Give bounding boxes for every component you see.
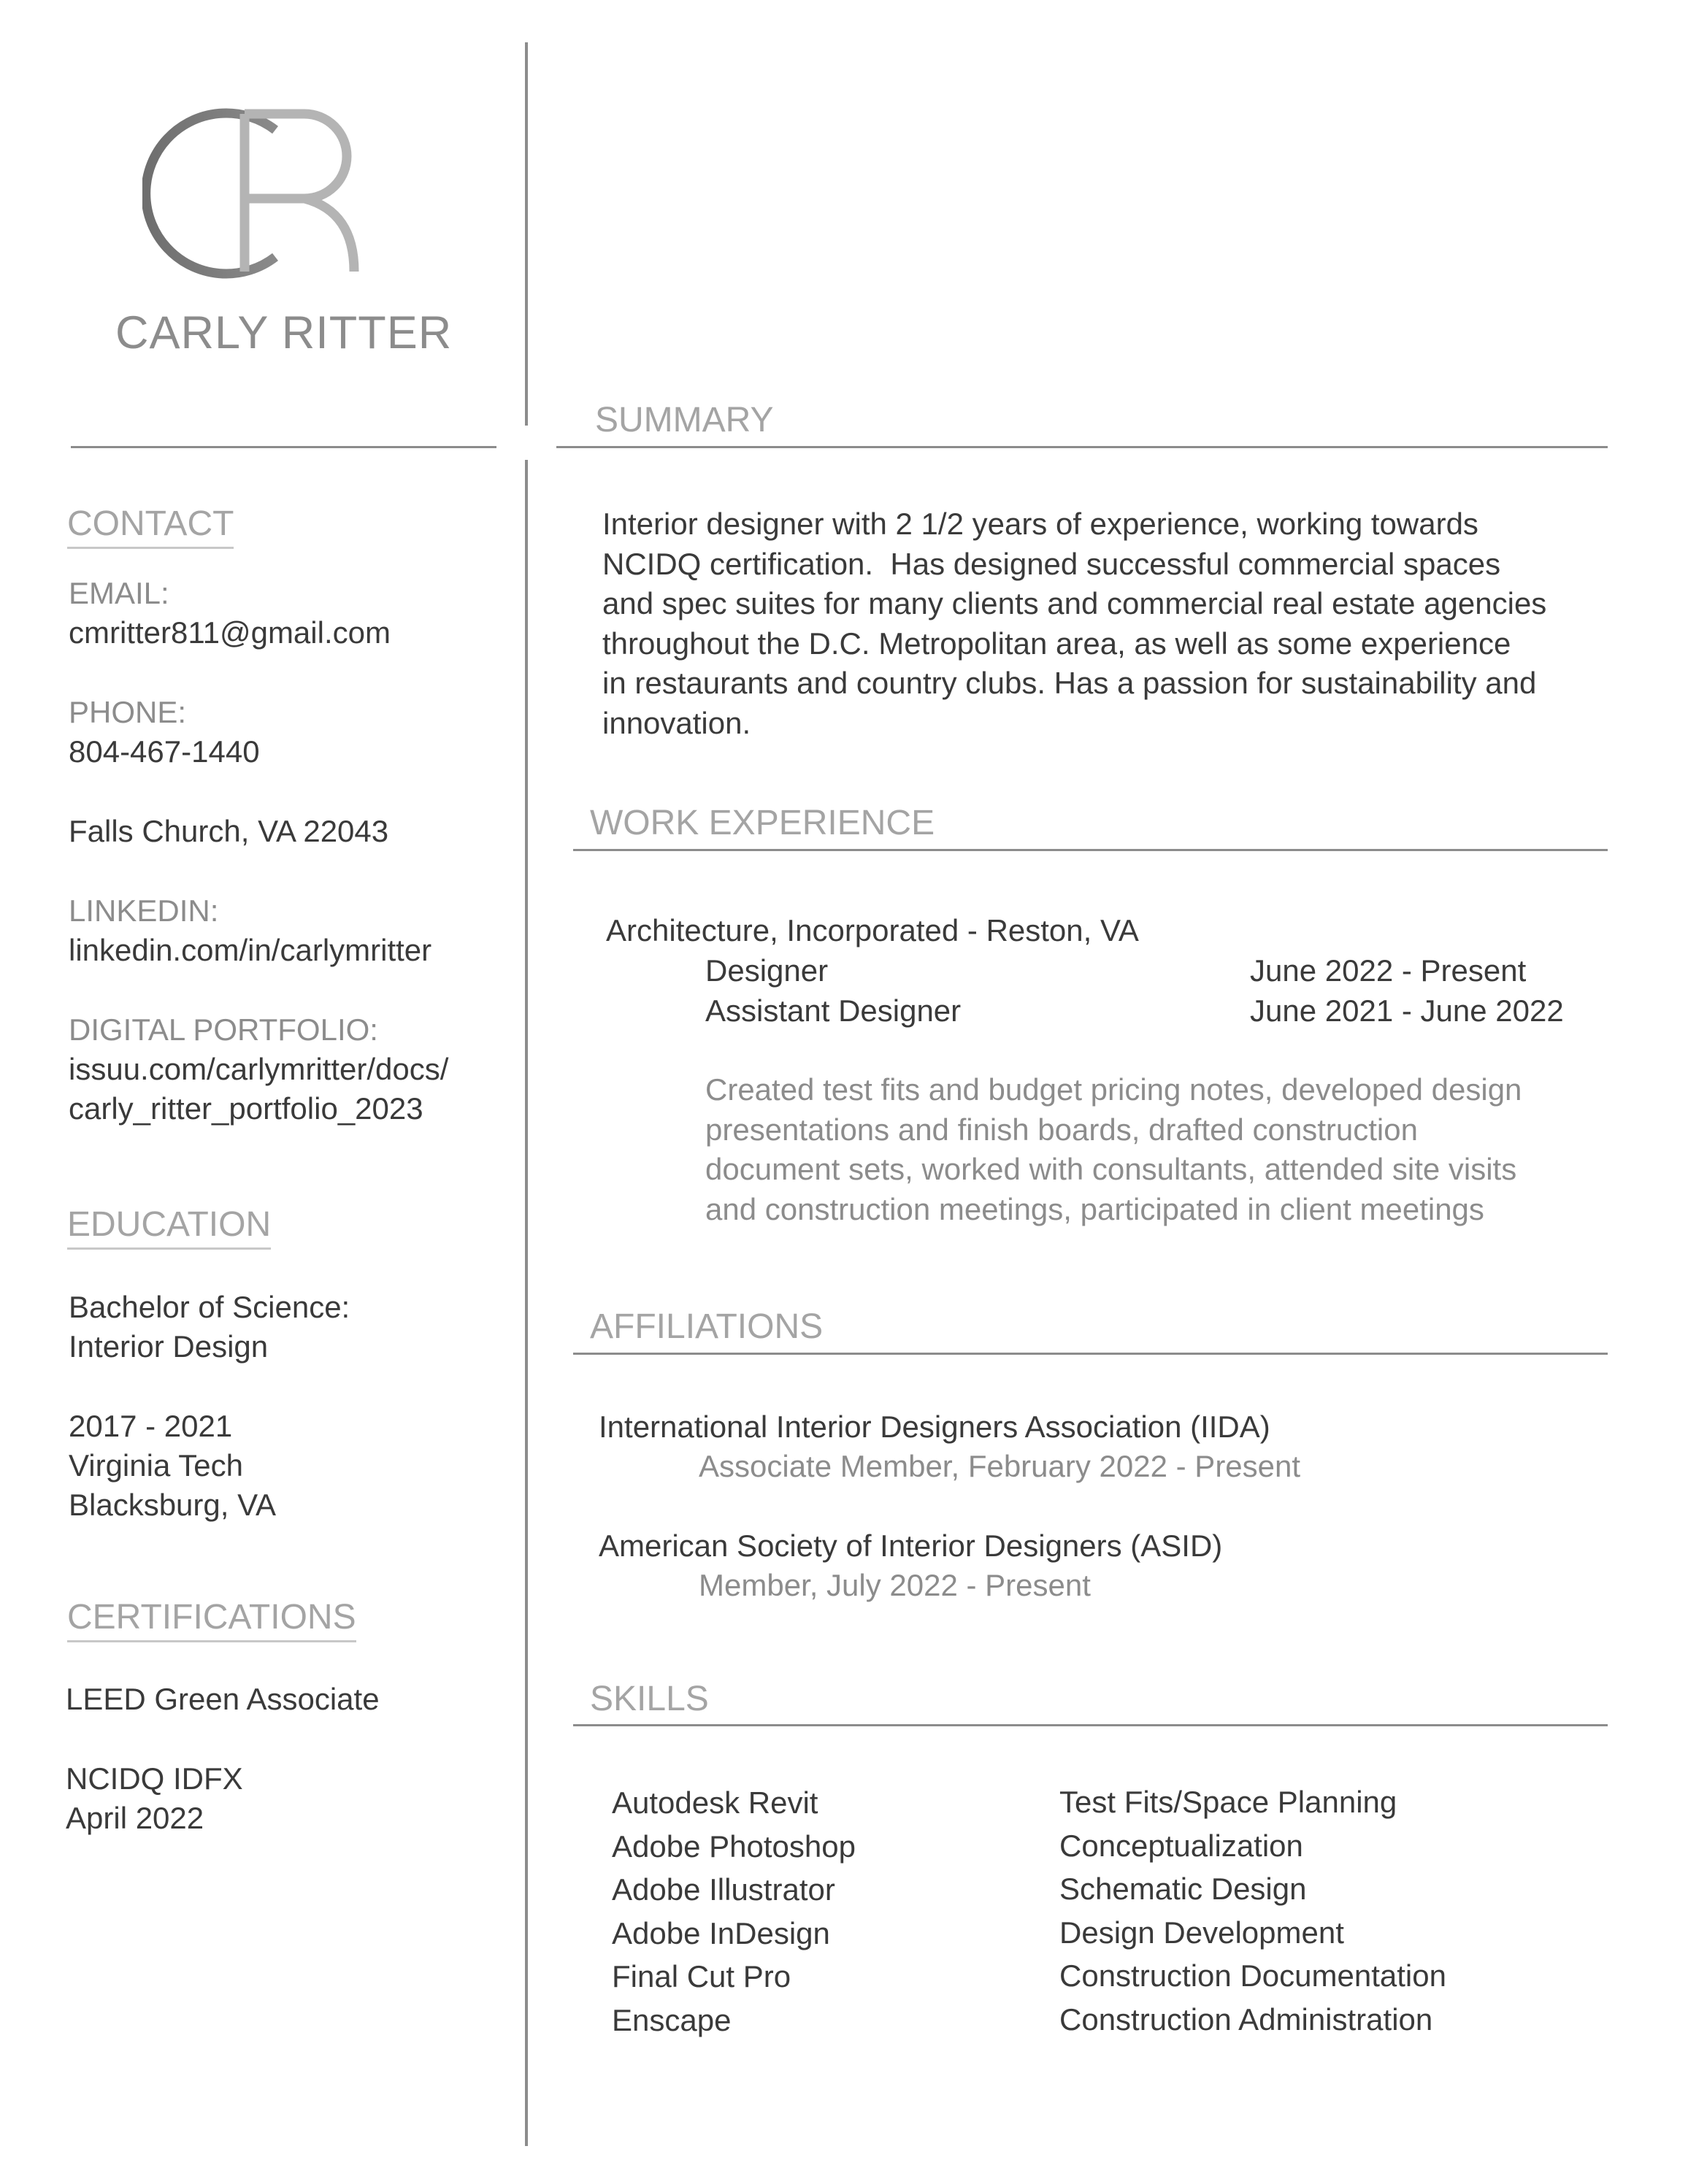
contact-heading: CONTACT [67, 504, 234, 549]
work-description-line: Created test fits and budget pricing notes, developed design [705, 1072, 1522, 1107]
summary-line: in restaurants and country clubs. Has a passion for sustainability and [602, 666, 1537, 700]
phone-label: PHONE: [69, 695, 187, 729]
summary-line: and spec suites for many clients and commercial real estate agencies [602, 586, 1547, 620]
skill-item: Adobe Illustrator [612, 1872, 835, 1907]
portfolio-link-line2[interactable]: carly_ritter_portfolio_2023 [69, 1091, 423, 1126]
column-divider [525, 460, 528, 2146]
skill-item: Adobe InDesign [612, 1915, 830, 1950]
phone-value[interactable]: 804-467-1440 [69, 734, 260, 769]
cert-leed: LEED Green Associate [66, 1682, 380, 1716]
summary-line: Interior designer with 2 1/2 years of experience, working towards [602, 507, 1478, 541]
work-description-line: presentations and finish boards, drafted construction [705, 1112, 1418, 1147]
work-rule [573, 849, 1608, 851]
summary-heading: SUMMARY [595, 401, 774, 439]
education-school: Virginia Tech [69, 1448, 243, 1483]
skills-column-2 [1059, 1780, 1446, 2041]
skill-item: Schematic Design [1059, 1872, 1307, 1906]
role-dates: June 2021 - June 2022 [1250, 993, 1564, 1028]
candidate-name: CARLY RITTER [115, 307, 453, 358]
affiliation-role: Associate Member, February 2022 - Present [699, 1449, 1301, 1483]
work-description-line: document sets, worked with consultants, attended site visits [705, 1152, 1517, 1186]
skills-column-1 [612, 1781, 856, 2042]
skill-item: Test Fits/Space Planning [1059, 1785, 1397, 1819]
skill-item: Adobe Photoshop [612, 1829, 856, 1864]
role-title: Designer [705, 953, 829, 988]
work-company: Architecture, Incorporated - Reston, VA [606, 913, 1139, 947]
summary-text [602, 504, 1546, 743]
skill-item: Autodesk Revit [612, 1785, 818, 1820]
skills-heading: SKILLS [590, 1680, 709, 1718]
affiliation-org: International Interior Designers Association (IIDA) [599, 1410, 1270, 1444]
degree-line1: Bachelor of Science: [69, 1290, 350, 1324]
education-city: Blacksburg, VA [69, 1488, 277, 1522]
skill-item: Conceptualization [1059, 1828, 1303, 1863]
portfolio-link-line1[interactable]: issuu.com/carlymritter/docs/ [69, 1052, 449, 1086]
affiliations-heading: AFFILIATIONS [590, 1307, 824, 1346]
cert-ncidq: NCIDQ IDFX [66, 1761, 243, 1796]
summary-line: NCIDQ certification. Has designed successful commercial spaces [602, 546, 1501, 581]
linkedin-link[interactable]: linkedin.com/in/carlymritter [69, 933, 432, 967]
skill-item: Final Cut Pro [612, 1959, 791, 1993]
certifications-heading: CERTIFICATIONS [67, 1597, 356, 1642]
skill-item: Construction Documentation [1059, 1958, 1446, 1993]
cert-ncidq-date: April 2022 [66, 1801, 204, 1835]
sidebar-header-rule [71, 446, 496, 448]
summary-rule [556, 446, 1608, 448]
work-description-line: and construction meetings, participated in client meetings [705, 1191, 1484, 1226]
column-divider-top [525, 42, 528, 426]
role-title: Assistant Designer [705, 993, 962, 1028]
email-label: EMAIL: [69, 576, 169, 610]
affiliation-role: Member, July 2022 - Present [699, 1568, 1091, 1602]
skill-item: Construction Administration [1059, 2002, 1433, 2037]
email-value[interactable]: cmritter811@gmail.com [69, 615, 391, 650]
summary-line: innovation. [602, 705, 751, 740]
location-value: Falls Church, VA 22043 [69, 814, 389, 848]
work-heading: WORK EXPERIENCE [590, 804, 935, 842]
skill-item: Design Development [1059, 1915, 1344, 1950]
summary-line: throughout the D.C. Metropolitan area, as well as some experience [602, 626, 1511, 661]
cr-monogram-icon [142, 102, 383, 285]
affiliations-rule [573, 1353, 1608, 1355]
role-dates: June 2022 - Present [1250, 953, 1527, 988]
education-heading: EDUCATION [67, 1204, 271, 1250]
linkedin-label: LINKEDIN: [69, 893, 219, 928]
portfolio-label: DIGITAL PORTFOLIO: [69, 1012, 378, 1047]
degree-line2: Interior Design [69, 1329, 269, 1364]
work-description [705, 1070, 1522, 1229]
skills-rule [573, 1724, 1608, 1726]
affiliation-org: American Society of Interior Designers (ASID) [599, 1529, 1223, 1563]
skill-item: Enscape [612, 2002, 732, 2037]
education-years: 2017 - 2021 [69, 1409, 233, 1443]
